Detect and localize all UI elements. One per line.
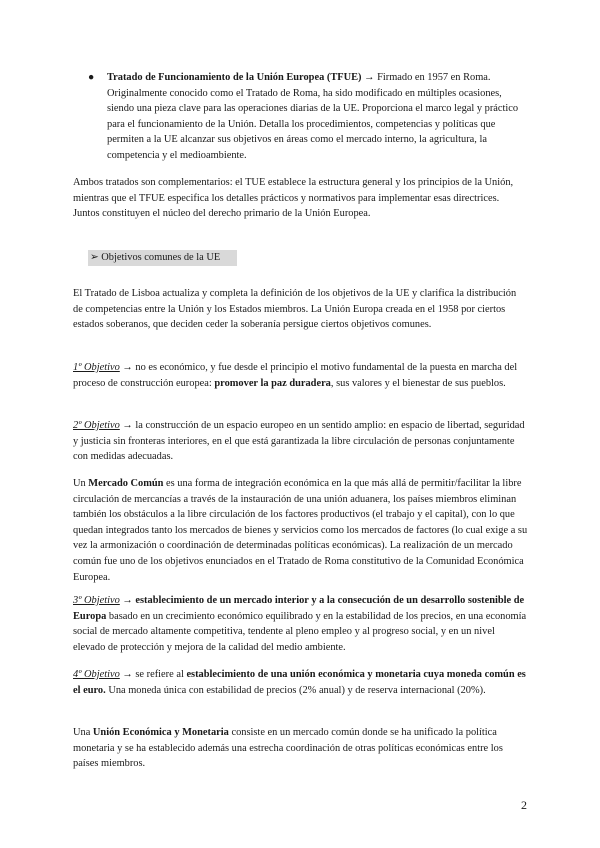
mercado-bold: Mercado Común (88, 478, 164, 489)
paragraph-mercado-comun (73, 476, 528, 585)
objetivo-3-arrow: → (119, 595, 136, 606)
bullet-marker: ● (88, 72, 95, 83)
tfue-title: Tratado de Funcionamiento de la Unión Europea (TFUE) (107, 72, 362, 83)
paragraph-objetivo-1 (73, 360, 528, 391)
objetivo-4-label: 4º Objetivo (73, 669, 120, 680)
objetivo-4-pre: → se refiere al (119, 669, 187, 680)
bullet-tfue (107, 70, 525, 164)
objetivo-4-bold: establecimiento de una unión económica y monetaria cuya moneda común es el euro. (73, 669, 526, 696)
objetivo-4-post: Una moneda única con estabilidad de precios (2% anual) y de reserva internacional (20%). (105, 684, 486, 696)
page-number: 2 (521, 798, 527, 812)
paragraph-lisboa: El Tratado de Lisboa actualiza y completa la definición de los objetivos de la UE y clarifica la distribución de competencias entre la Unión y los Estados miembros. La Unión Europa creada en el 1958 por ciertos estados soberanos, que deciden ceder la soberanía persigue ciertos objetivos comunes. (73, 288, 517, 331)
paragraph-union-economica (73, 725, 528, 772)
tfue-text: Firmado en 1957 en Roma. Originalmente conocido como el Tratado de Roma, ha sido modificado en múltiples ocasiones, siendo una pieza clave para las operaciones diarias de la UE. Proporciona el marco legal y práctico para el funcionamiento de la Unión. Detalla los procedimientos, competencias y políticas que permiten a la UE alcanzar sus objetivos en áreas como el mercado interno, la agricultura, la competencia y el medioambiente. (107, 72, 519, 161)
paragraph-complementarios: Ambos tratados son complementarios: el TUE establece la estructura general y los principios de la Unión, mientras que el TFUE especifica los detalles prácticos y normativos para implementar esas directrices. Juntos constituyen el núcleo del derecho primario de la Unión Europea. (73, 177, 514, 220)
section-heading: ➢ Objetivos comunes de la UE (88, 250, 237, 266)
objetivo-1-bold: promover la paz duradera (214, 377, 331, 389)
objetivo-1-text: → no es económico, y fue desde el principio el motivo fundamental de la puesta en marcha del proceso de construcción europea: (73, 362, 518, 389)
union-bold: Unión Económica y Monetaria (92, 727, 229, 738)
paragraph-objetivo-2 (73, 418, 528, 465)
objetivo-1-post: , sus valores y el bienestar de sus pueblos. (330, 377, 506, 389)
objetivo-2-text: → la construcción de un espacio europeo en un sentido amplio: en espacio de libertad, seguridad y justicia sin fronteras interiores, en el que está garantizada la libre circulación de personas conjuntamente con medidas adecuadas. (73, 420, 525, 463)
objetivo-3-bold: establecimiento de un mercado interior y a la consecución de un desarrollo sostenible de Europa (73, 595, 525, 622)
tfue-arrow: → (361, 72, 378, 83)
objetivo-3-post: basado en un crecimiento económico equilibrado y en la estabilidad de los precios, en una economía social de mercado altamente competitiva, tendente al pleno empleo y al progreso social, y en un nivel elevado de protección y mejora de la calidad del medio ambiente. (73, 610, 527, 653)
paragraph-objetivo-3 (73, 593, 528, 655)
mercado-text: es una forma de integración económica en la que más allá de permitir/facilitar la libre circulación de mercancías a través de la instauración de una unión aduanera, los países miembros eliminan también los obstáculos a la libre circulación de los factores productivos (el trabajo y el capital), con lo que quedan integrados tanto los mercados de bienes y servicios como los mercados de factores (lo cual exige a su vez la armonización o coordinación de determinadas políticas económicas). La realización de un mercado común fue uno de los objetivos enunciados en el Tratado de Roma constitutivo de la Comunidad Económica Europea. (73, 478, 528, 583)
mercado-pre: Un (73, 478, 89, 489)
objetivo-3-label: 3º Objetivo (73, 595, 120, 606)
objetivo-1-label: 1º Objetivo (73, 362, 120, 373)
union-pre: Una (73, 727, 93, 738)
union-post: consiste en un mercado común donde se ha unificado la política monetaria y se ha establecido además una estrecha coordinación de otras políticas económicas entre los países miembros. (73, 727, 503, 770)
paragraph-objetivo-4 (73, 667, 528, 698)
objetivo-2-label: 2º Objetivo (73, 420, 120, 431)
